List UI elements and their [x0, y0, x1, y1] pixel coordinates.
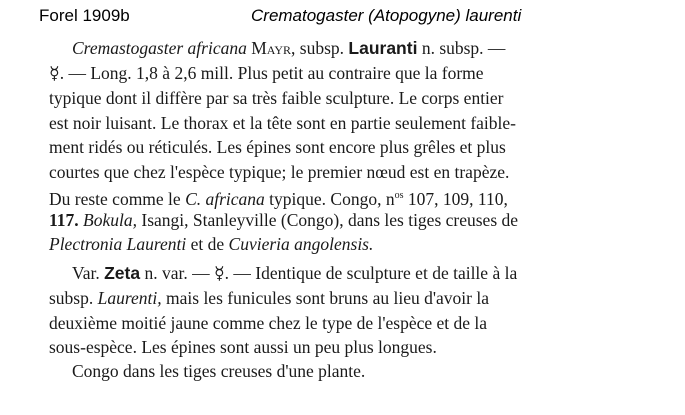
locality-name: Bokula,	[83, 210, 137, 230]
reference-label: Forel 1909b	[39, 6, 130, 25]
para1-line-8	[49, 209, 518, 231]
para1-line-7	[49, 185, 508, 210]
para2-line-1	[72, 262, 517, 284]
subsp-text: , subsp.	[291, 38, 345, 58]
new-subsp-text: n. subsp. —	[421, 38, 506, 58]
subspecies-ref: Laurenti,	[97, 288, 162, 308]
para1-line-9	[49, 233, 373, 255]
para1-line-2: ☿. — Long. 1,8 à 2,6 mill. Plus petit au contraire que la forme	[49, 63, 484, 83]
plant-name: Plectronia Laurenti	[49, 234, 187, 254]
text-fragment: Var.	[72, 263, 100, 283]
specimen-number: 117.	[49, 210, 79, 230]
species-name: Cremastogaster africana	[72, 38, 247, 58]
para1-line-3: typique dont il diffère par sa très faible sculpture. Le corps entier	[49, 88, 504, 108]
species-name: C. africana	[185, 188, 265, 209]
para1-line-6: courtes que chez l'espèce typique; le premier nœud est en trapèze.	[49, 162, 510, 182]
taxon-title: Crematogaster (Atopogyne) laurenti	[251, 6, 522, 25]
variety-name: Zeta	[104, 263, 141, 283]
para1-line-4: est noir luisant. Le thorax et la tête sont en partie seulement faible-	[49, 113, 516, 133]
para2-line-2	[49, 287, 489, 309]
text-fragment: Isangi, Stanleyville (Congo), dans les tiges creuses de	[141, 210, 519, 230]
para2-line-4: sous-espèce. Les épines sont aussi un peu plus longues.	[49, 337, 437, 357]
text-fragment: et de	[190, 234, 225, 254]
para2-line-3: deuxième moitié jaune comme chez le type de l'espèce et de la	[49, 313, 488, 333]
numero-superscript: os	[394, 190, 404, 201]
plant-name: Cuvieria angolensis.	[228, 234, 374, 254]
specimen-numbers: 107, 109, 110,	[403, 188, 508, 209]
para1-line-5: ment ridés ou réticulés. Les épines sont encore plus grêles et plus	[49, 137, 506, 157]
para2-line-5: Congo dans les tiges creuses d'une plante.	[72, 361, 366, 381]
text-fragment: Du reste comme le	[49, 188, 181, 209]
para1-line-1	[72, 37, 505, 59]
subspecies-name: Lauranti	[348, 38, 418, 58]
text-fragment: n. var. — ☿. — Identique de sculpture et de taille à la	[144, 263, 518, 283]
text-fragment: typique. Congo, n	[269, 188, 395, 209]
author-name: Mayr	[251, 38, 292, 58]
text-fragment: subsp.	[49, 288, 94, 308]
text-fragment: mais les funicules sont bruns au lieu d'avoir la	[166, 288, 489, 308]
